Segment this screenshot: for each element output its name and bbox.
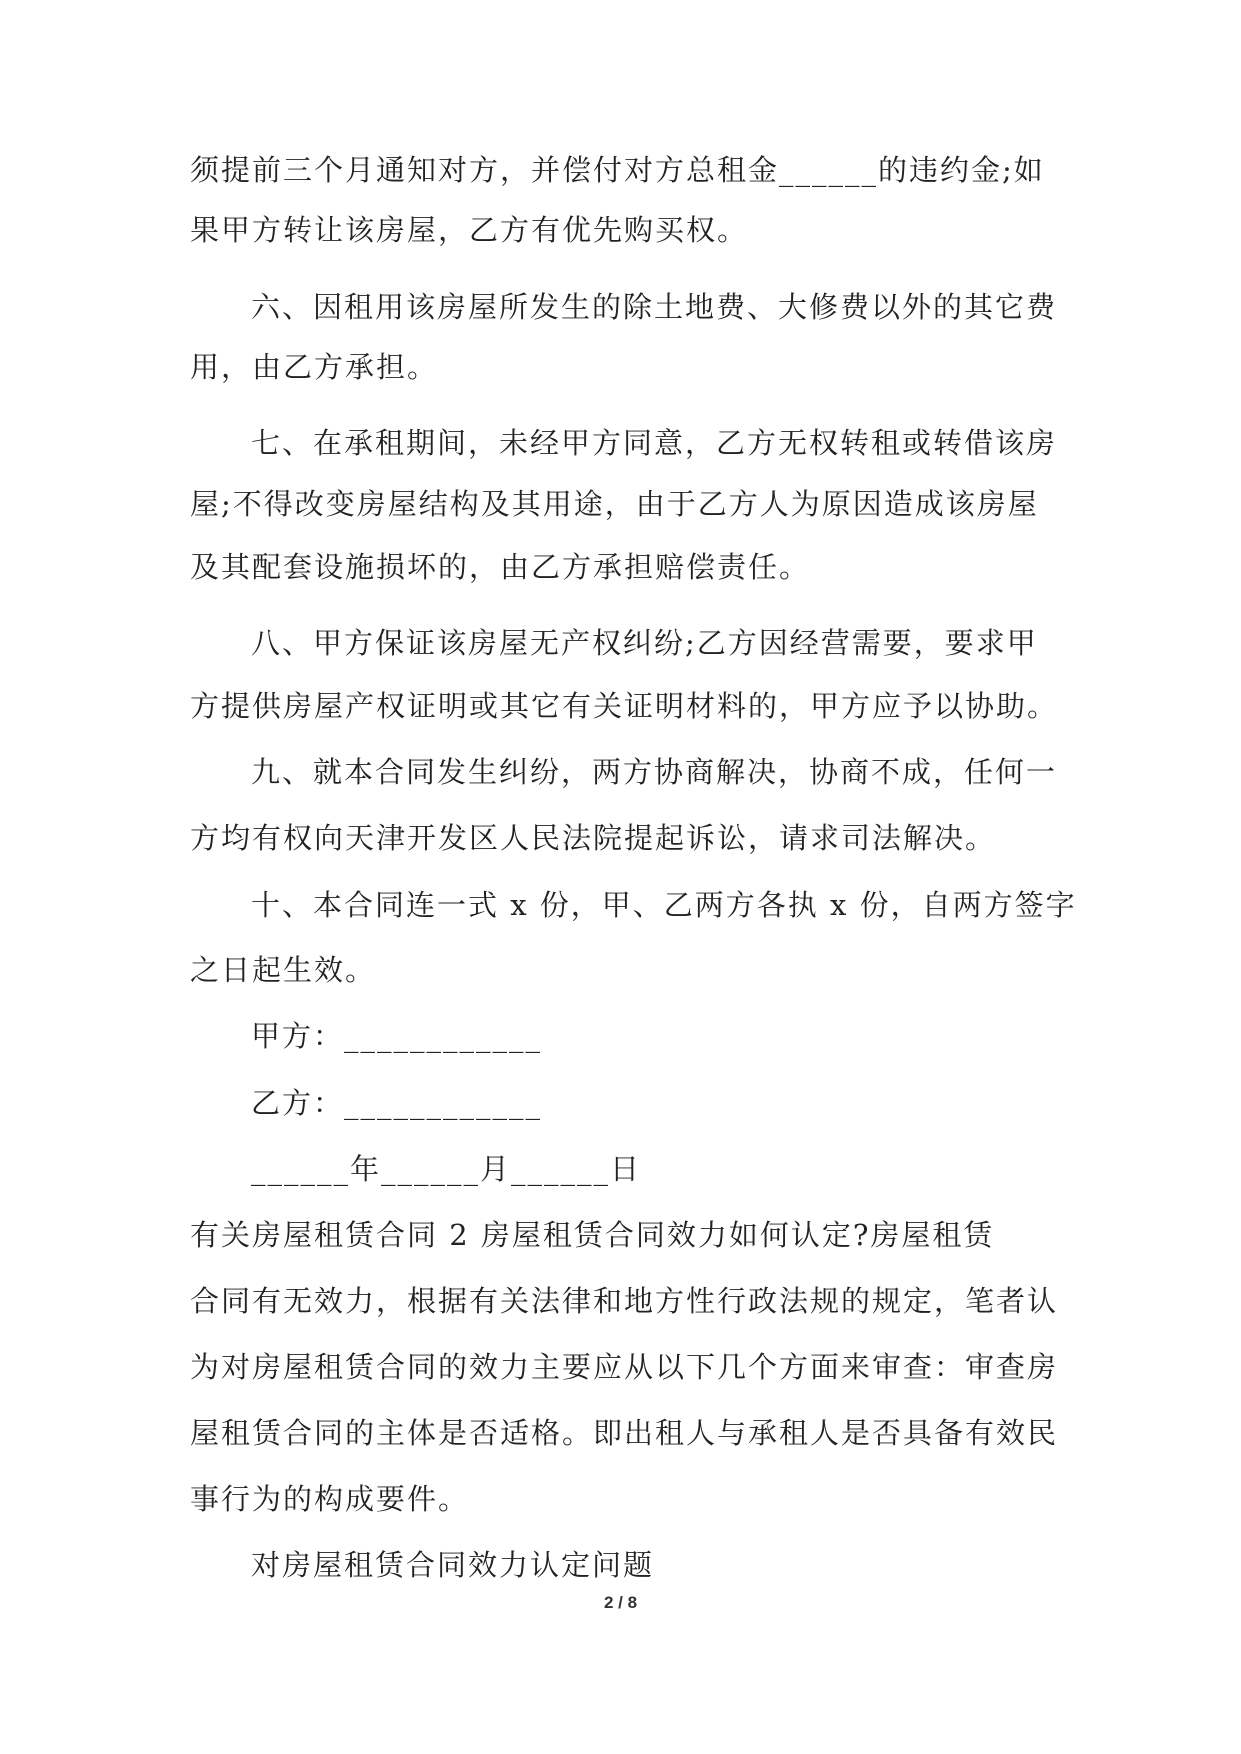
text-line: 八、甲方保证该房屋无产权纠纷;乙方因经营需要，要求甲: [251, 626, 1038, 660]
text-line: 十、本合同连一式 x 份，甲、乙两方各执 x 份，自两方签字: [251, 888, 1077, 922]
text-line: 用，由乙方承担。: [190, 350, 439, 384]
text-line: 九、就本合同发生纠纷，两方协商解决，协商不成，任何一: [251, 755, 1058, 789]
text-line: 七、在承租期间，未经甲方同意，乙方无权转租或转借该房: [251, 426, 1058, 460]
text-line: 须提前三个月通知对方，并偿付对方总租金______的违约金;如: [190, 153, 1045, 187]
text-line: 事行为的构成要件。: [190, 1482, 470, 1516]
text-line: 六、因租用该房屋所发生的除土地费、大修费以外的其它费: [251, 290, 1058, 324]
text-line: 及其配套设施损坏的，由乙方承担赔偿责任。: [190, 550, 811, 584]
text-line: 屋;不得改变房屋结构及其用途，由于乙方人为原因造成该房屋: [190, 487, 1039, 521]
page-number: 2 / 8: [603, 1593, 638, 1612]
text-line: 方提供房屋产权证明或其它有关证明材料的，甲方应予以协助。: [190, 689, 1059, 723]
text-line: 合同有无效力，根据有关法律和地方性行政法规的规定，笔者认: [190, 1284, 1059, 1318]
signature-party-b: 乙方：____________: [251, 1086, 543, 1120]
signature-party-a: 甲方：____________: [251, 1019, 543, 1053]
text-line: 为对房屋租赁合同的效力主要应从以下几个方面来审查：审查房: [190, 1350, 1059, 1384]
text-line: 方均有权向天津开发区人民法院提起诉讼，请求司法解决。: [190, 821, 997, 855]
text-line: 果甲方转让该房屋，乙方有优先购买权。: [190, 213, 749, 247]
text-line: 有关房屋租赁合同 2 房屋租赁合同效力如何认定?房屋租赁: [190, 1218, 995, 1252]
text-line: 屋租赁合同的主体是否适格。即出租人与承租人是否具备有效民: [190, 1416, 1059, 1450]
text-line: 之日起生效。: [190, 953, 377, 987]
text-line: 对房屋租赁合同效力认定问题: [251, 1548, 655, 1582]
signature-date: ______年______月______日: [251, 1152, 642, 1186]
